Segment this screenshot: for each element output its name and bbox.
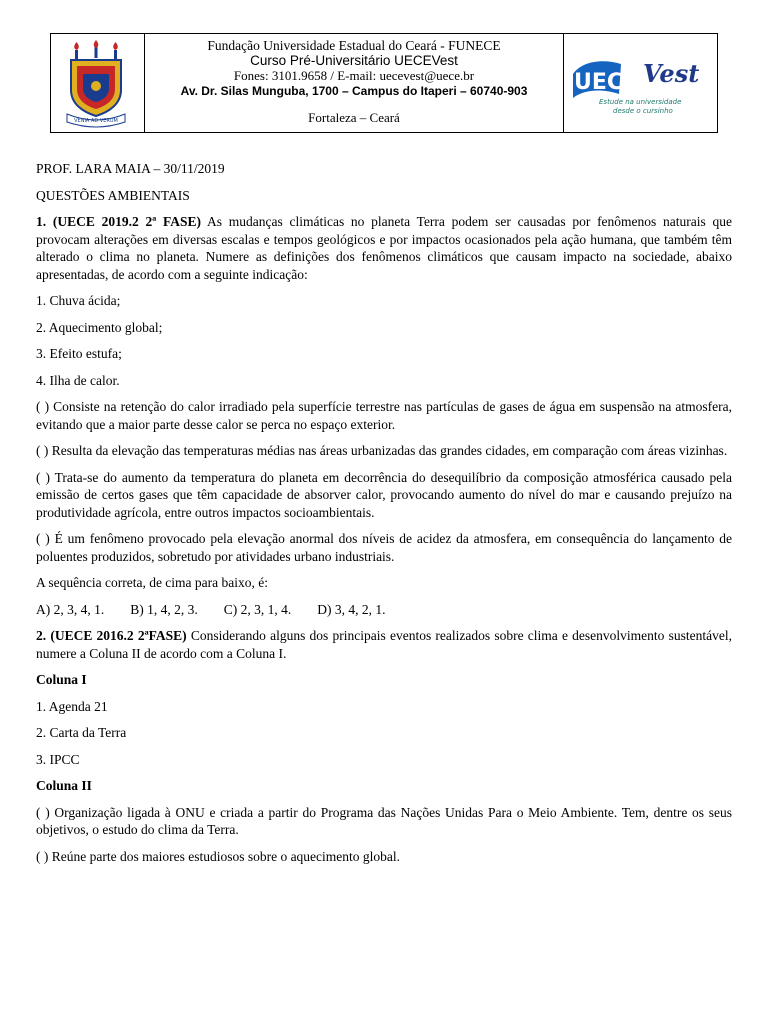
- q1-definition: ( ) Trata-se do aumento da temperatura do planeta em decorrência do desequilíbrio da composição atmosférica causado pela emissão de certos gases que têm capacidade de absorver calor, provocando aumento do nível do mar e causando prejuízo na produtividade agrícola, entre outros impactos socioambientais.: [36, 469, 732, 520]
- q1-option-d: D) 3, 4, 2, 1.: [317, 601, 386, 617]
- q1-option-b: B) 1, 4, 2, 3.: [130, 601, 198, 617]
- header-divider-right: [563, 34, 564, 132]
- document-body: [36, 160, 732, 874]
- q1-item: 3. Efeito estufa;: [36, 346, 122, 361]
- institution-name: Fundação Universidade Estadual do Ceará - FUNECE: [207, 38, 501, 53]
- q1-item: 4. Ilha de calor.: [36, 372, 120, 388]
- prof-line: PROF. LARA MAIA – 30/11/2019: [36, 161, 225, 176]
- question-1-label: 1. (UECE 2019.2 2ª FASE): [36, 214, 202, 229]
- column-1-title: Coluna I: [36, 672, 87, 687]
- q1-item: 2. Aquecimento global;: [36, 319, 163, 335]
- q1-option-a: A) 2, 3, 4, 1.: [36, 601, 105, 617]
- question-1: [36, 213, 732, 283]
- q1-item: 1. Chuva ácida;: [36, 293, 121, 308]
- city-line: Fortaleza – Ceará: [308, 110, 400, 125]
- column-2-item: ( ) Reúne parte dos maiores estudiosos sobre o aquecimento global.: [36, 848, 401, 864]
- q1-options: [36, 601, 732, 619]
- logo-tagline-1: Estude na universidade: [599, 98, 682, 106]
- letterhead: [50, 33, 718, 133]
- column-1-item: 1. Agenda 21: [36, 698, 108, 714]
- address-line: Av. Dr. Silas Munguba, 1700 – Campus do Itaperi – 60740-903: [180, 84, 528, 98]
- q1-definition: ( ) É um fenômeno provocado pela elevação anormal dos níveis de acidez da atmosfera, em consequência do lançamento de poluentes produzidos, sobretudo por atividades urbano industriais.: [36, 531, 732, 564]
- logo-main: UECE: [574, 70, 639, 95]
- question-2-label: 2. (UECE 2016.2 2ªFASE): [36, 628, 187, 643]
- subject-title: QUESTÕES AMBIENTAIS: [36, 187, 190, 203]
- q1-definition: ( ) Consiste na retenção do calor irradiado pela superfície terrestre nas partículas de gases de água em suspensão na atmosfera, evitando que a maior parte desse calor se perca no espaço exterior.: [36, 399, 732, 432]
- question-1-intro: As mudanças climáticas no planeta Terra podem ser causadas por fenômenos naturais que provocam alterações em diversas escalas e tempos geológicos e por impactos ocasionados pela ação humana, que também têm alterado o clima no planeta. Numere as definições dos fenômenos climáticos que causam impacto na sociedade, abaixo apresentadas, de acordo com a seguinte indicação:: [36, 214, 733, 282]
- q1-question: A sequência correta, de cima para baixo, é:: [36, 575, 269, 590]
- letterhead-text: [145, 38, 563, 125]
- column-1-item: 3. IPCC: [36, 751, 80, 767]
- q1-definition: ( ) Resulta da elevação das temperaturas médias nas áreas urbanizadas das grandes cidades, em comparação com áreas vizinhas.: [36, 443, 728, 458]
- q1-option-c: C) 2, 3, 1, 4.: [223, 601, 292, 617]
- course-name: Curso Pré-Universitário UECEVest: [250, 53, 458, 68]
- logo-tagline-2: desde o cursinho: [613, 107, 673, 115]
- crest-motto: VENIA AD VERUM: [74, 118, 118, 124]
- question-2: [36, 627, 732, 662]
- contact-line: Fones: 3101.9658 / E-mail: uecevest@uece.br: [233, 68, 475, 83]
- column-2-item: ( ) Organização ligada à ONU e criada a partir do Programa das Nações Unidas Para o Meio Ambiente. Tem, dentre os seus objetivos, o estudo do clima da Terra.: [36, 804, 732, 837]
- question-2-intro: Considerando alguns dos principais eventos realizados sobre clima e desenvolvimento sustentável, numere a Coluna II de acordo com a Coluna I.: [36, 628, 732, 661]
- university-crest-icon: [63, 40, 129, 128]
- uecevest-logo-icon: [571, 44, 711, 124]
- column-1-item: 2. Carta da Terra: [36, 725, 127, 740]
- column-2-title: Coluna II: [36, 778, 92, 793]
- logo-script: Vest: [643, 59, 700, 88]
